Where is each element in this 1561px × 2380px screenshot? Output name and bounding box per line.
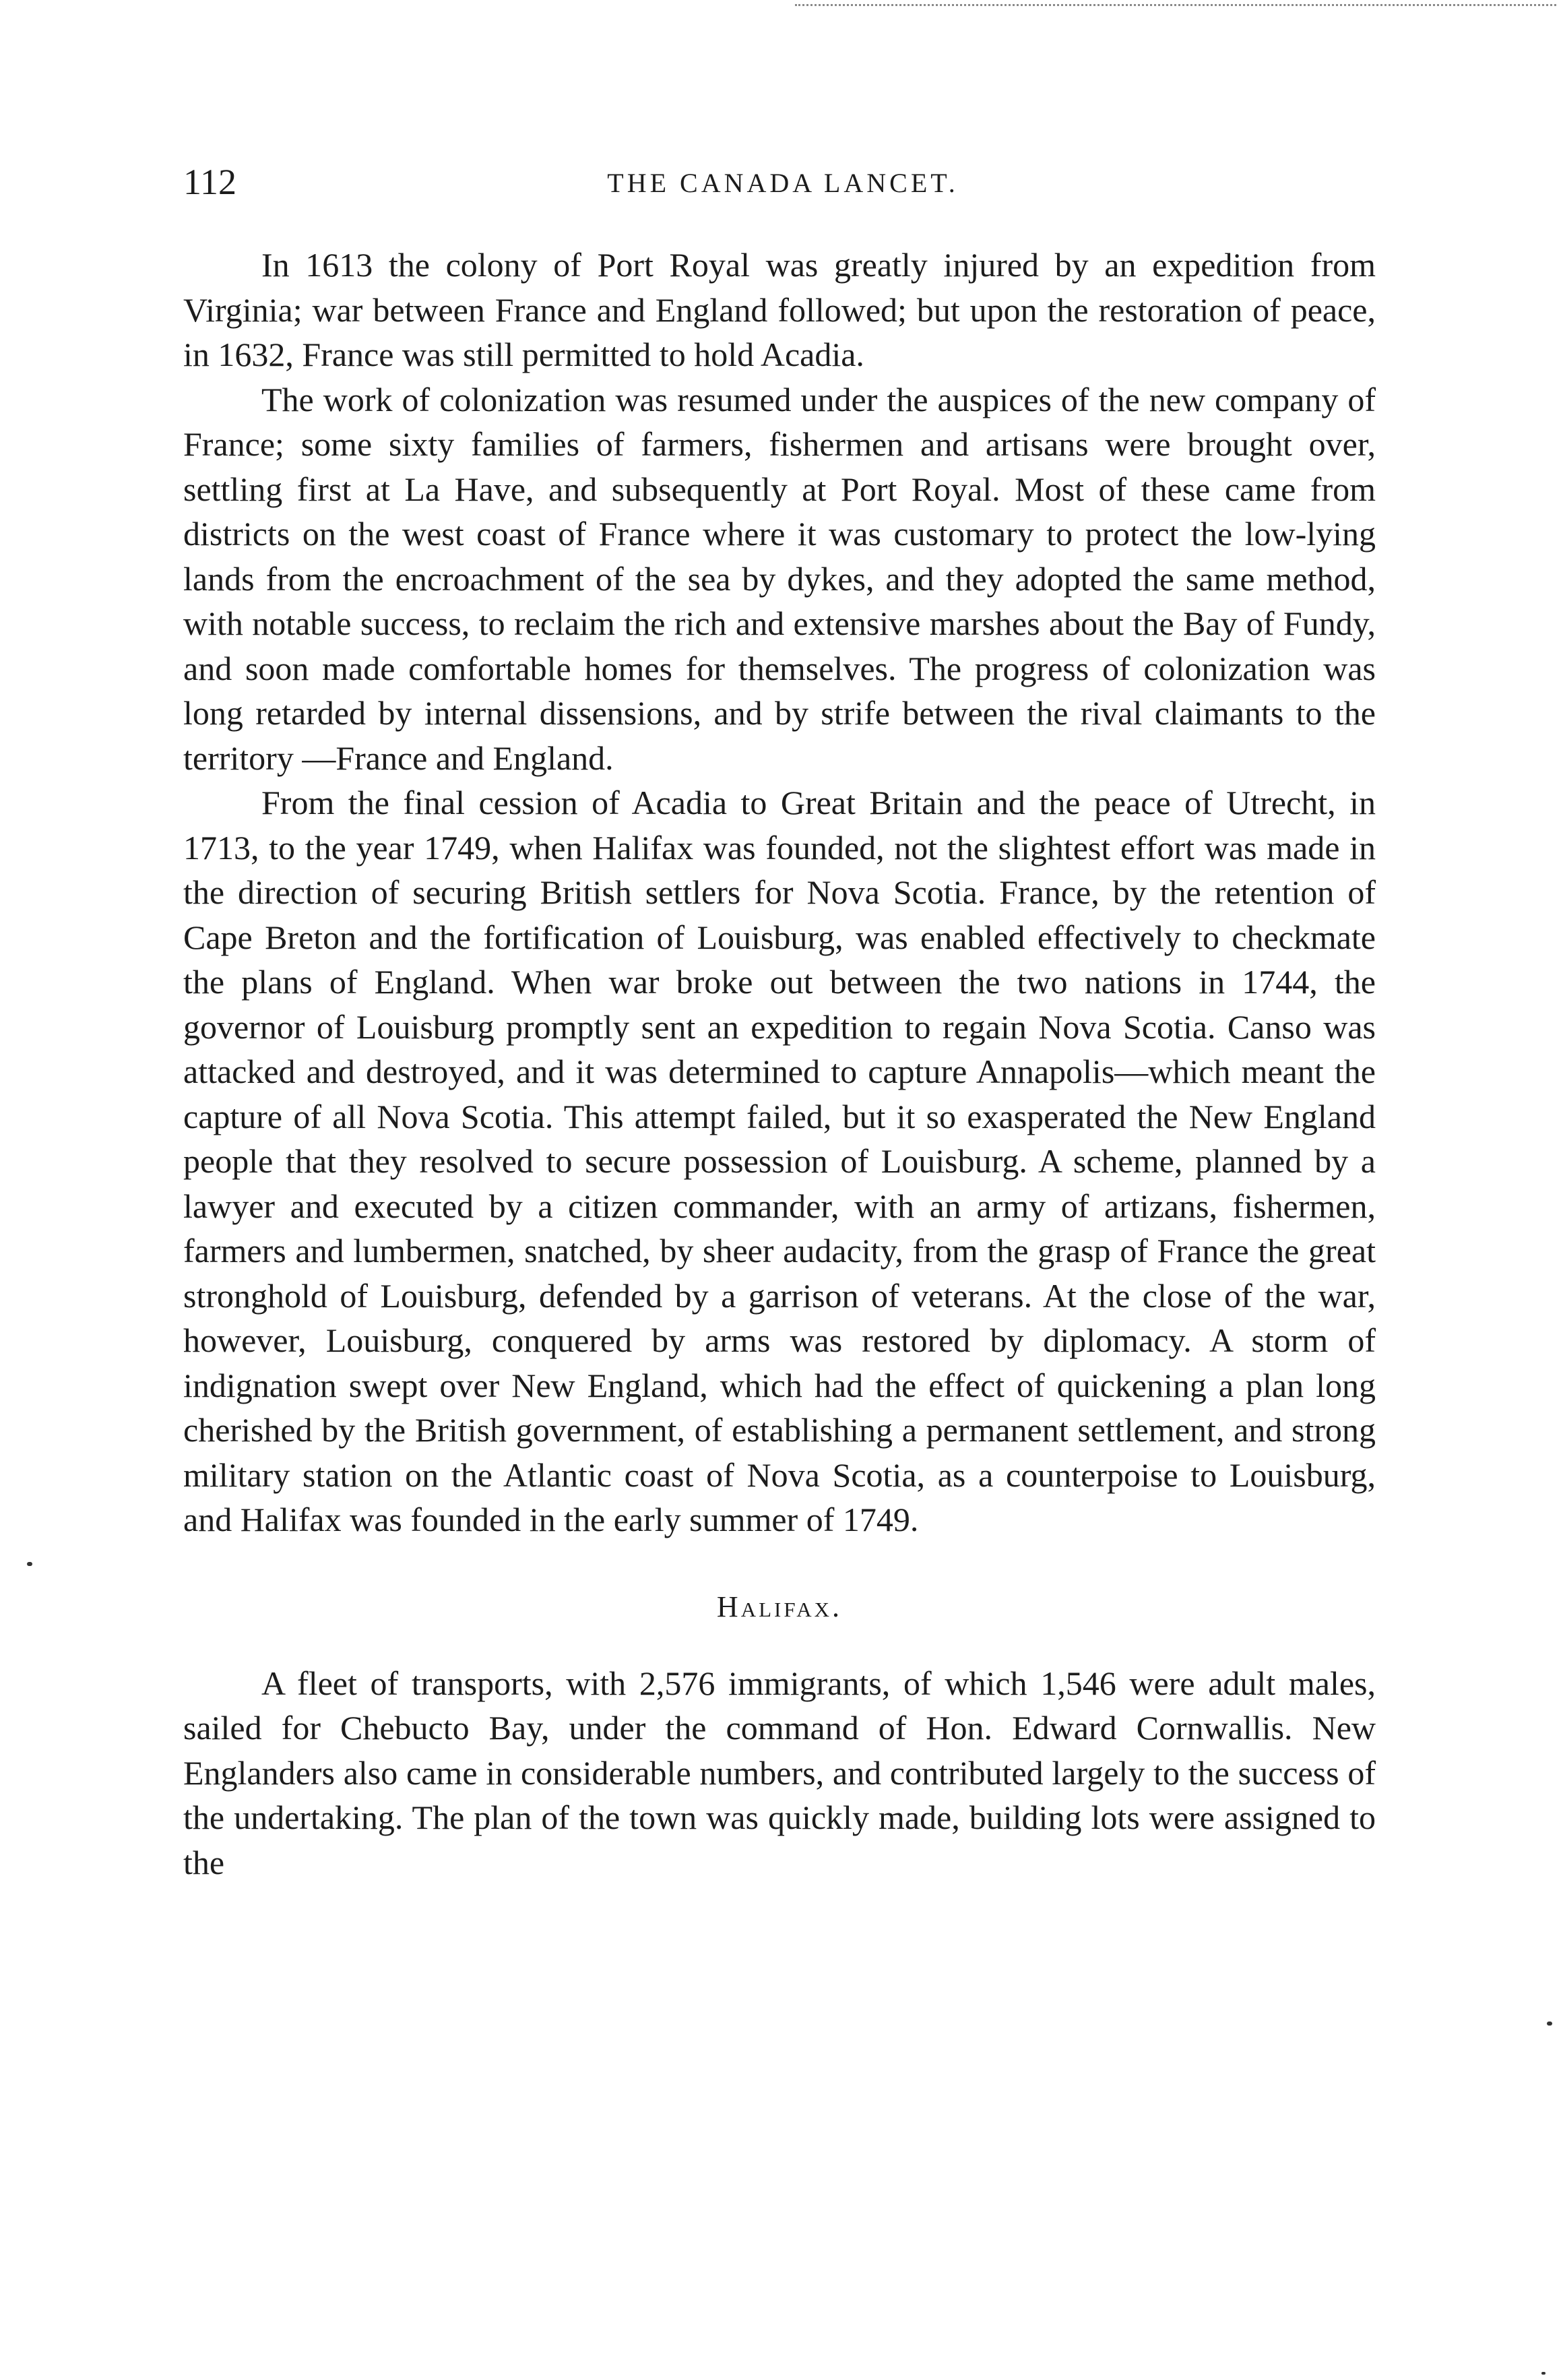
body-text xyxy=(183,243,1376,1885)
paragraph-acadia-cession: From the final cession of Acadia to Great Britain and the peace of Utrecht, in 1713, to the year 1749, when Halifax was founded, not the slightest effort was made in the direction of securing British settlers for Nova Scotia. France, by the retention of Cape Breton and the fortification of Louisburg, was enabled effectively to checkmate the plans of England. When war broke out between the two nations in 1744, the governor of Louisburg promptly sent an expedition to regain Nova Scotia. Canso was attacked and destroyed, and it was determined to capture Annapolis—which meant the capture of all Nova Scotia. This attempt failed, but it so exasperated the New England people that they resolved to secure possession of Louisburg. A scheme, planned by a lawyer and executed by a citizen commander, with an army of artizans, fishermen, farmers and lumbermen, snatched, by sheer audacity, from the grasp of France the great stronghold of Louisburg, defended by a garrison of veterans. At the close of the war, however, Louisburg, conquered by arms was restored by diplomacy. A storm of indignation swept over New England, which had the effect of quickening a plan long cherished by the British government, of establishing a permanent settlement, and strong military station on the Atlantic coast of Nova Scotia, as a counterpoise to Louisburg, and Halifax was founded in the early summer of 1749. xyxy=(183,784,1376,1538)
top-edge-rule xyxy=(795,4,1556,6)
paragraph-halifax: A fleet of transports, with 2,576 immigrants, of which 1,546 were adult males, sailed for Chebucto Bay, under the command of Hon. Edward Cornwallis. New Englanders also came in considerable numbers, and contributed largely to the success of the undertaking. The plan of the town was quickly made, building lots were assigned to the xyxy=(183,1664,1376,1881)
margin-speck-right xyxy=(1547,2022,1552,2026)
page-number: 112 xyxy=(183,162,236,202)
running-head xyxy=(183,160,1382,214)
margin-speck-left xyxy=(27,1562,32,1566)
paragraph-port-royal: In 1613 the colony of Port Royal was greatly injured by an expedition from Virginia; war between France and England followed; but upon the restoration of peace, in 1632, France was still permitted to hold Acadia. xyxy=(183,246,1376,373)
journal-title: THE CANADA LANCET. xyxy=(607,168,959,198)
paragraph-colonization: The work of colonization was resumed under the auspices of the new company of France; some sixty families of farmers, fishermen and artisans were brought over, settling first at La Have, and subsequently at Port Royal. Most of these came from districts on the west coast of France where it was customary to protect the low-lying lands from the encroachment of the sea by dykes, and they adopted the same method, with notable success, to reclaim the rich and extensive marshes about the Bay of Fundy, and soon made comfortable homes for themselves. The progress of colonization was long retarded by internal dissensions, and by strife between the rival claimants to the territory —France and England. xyxy=(183,380,1376,777)
section-heading-halifax: Halifax. xyxy=(716,1590,843,1623)
margin-speck-bottom xyxy=(1541,2372,1546,2375)
